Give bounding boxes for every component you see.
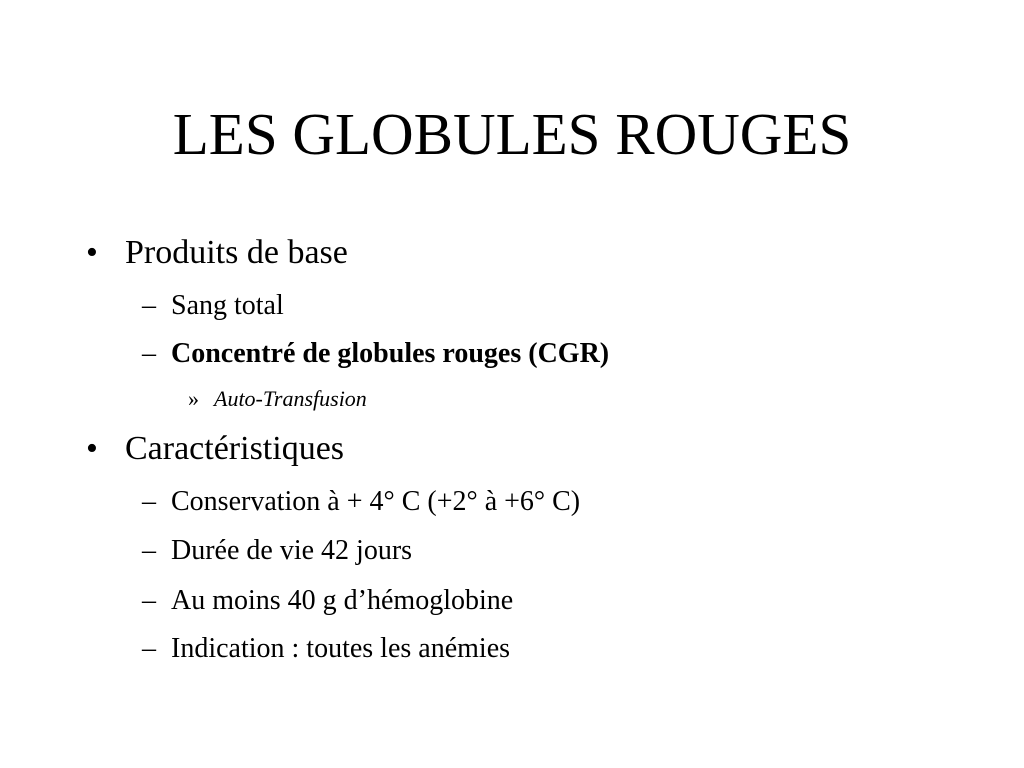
dash-marker: –: [142, 535, 156, 566]
sub-item-text: Indication : toutes les anémies: [171, 633, 511, 664]
dash-marker: –: [142, 585, 156, 616]
sub-item-text: Concentré de globules rouges (CGR): [171, 338, 610, 369]
dash-marker: –: [142, 633, 156, 664]
sub-item-text: Au moins 40 g d’hémoglobine: [171, 585, 514, 616]
slide-title: LES GLOBULES ROUGES: [172, 101, 852, 167]
sub-sub-item-text: Auto-Transfusion: [214, 386, 367, 411]
sub-marker: »: [188, 386, 199, 411]
bullet-marker: •: [86, 430, 98, 467]
dash-marker: –: [142, 290, 156, 321]
bullet-marker: •: [86, 234, 98, 271]
sub-item-text: Conservation à + 4° C (+2° à +6° C): [171, 486, 581, 517]
dash-marker: –: [142, 338, 156, 369]
dash-marker: –: [142, 486, 156, 517]
bullet-text: Caractéristiques: [125, 430, 345, 467]
sub-item-text: Durée de vie 42 jours: [171, 535, 413, 566]
sub-item-text: Sang total: [171, 290, 284, 321]
bullet-text: Produits de base: [125, 234, 348, 271]
